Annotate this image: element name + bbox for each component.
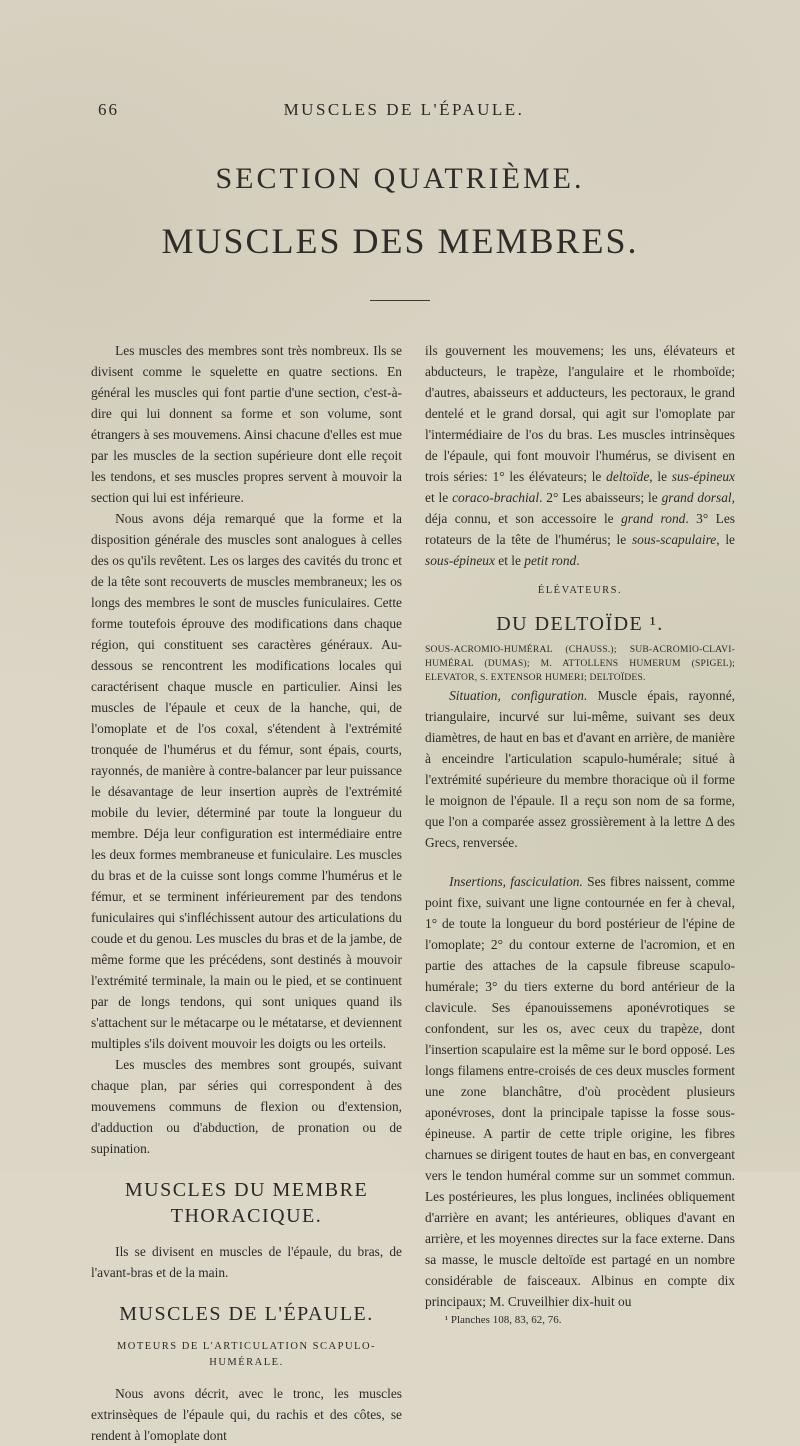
synonyms: SOUS-ACROMIO-HUMÉRAL (CHAUSS.); SUB-ACROMIO-CLAVI-HUMÉRAL (DUMAS); M. ATTOLLENS HUMERUM (SPIGEL); ELEVATOR, S. EXTENSOR HUMERI; DELTOÏDES. xyxy=(425,644,735,683)
paragraph: Les muscles des membres sont très nombreux. Ils se divisent comme le squelette en quatre sections. En général les muscles qui font partie d'une section, c'est-à-dire qui lui donnent sa forme et son volume, sont étrangers à ses mouvemens. Ainsi chacune d'elles est mue par les muscles de la section supérieure dont elle reçoit les tendons, et ses muscles propres servent à mouvoir la section qui lui est inférieure. xyxy=(91,343,402,505)
paragraph: Ils se divisent en muscles de l'épaule, du bras, de l'avant-bras et de la main. xyxy=(91,1244,402,1280)
heading-thoracic-limb: MUSCLES DU MEMBRE THORACIQUE. xyxy=(124,1179,369,1227)
heading-shoulder-muscles: MUSCLES DE L'ÉPAULE. xyxy=(119,1303,374,1325)
running-title: MUSCLES DE L'ÉPAULE. xyxy=(283,100,525,119)
title-rule xyxy=(370,300,430,301)
left-column xyxy=(91,340,402,1446)
page-number: 66 xyxy=(98,100,119,119)
paragraph: ils gouvernent les mouvemens; les uns, élévateurs et abducteurs, le trapèze, l'angulaire et le rhomboïde; d'autres, abaisseurs et adducteurs, les pectoraux, le grand dentelé et le grand dorsal, qui agit sur l'omoplate par l'intermédiaire de l'os du bras. Les muscles intrinsèques de l'épaule, qui font mouvoir l'humérus, se divisent en trois séries: 1° les élévateurs; le deltoïde, le sus-épineux et le coraco-brachial. 2° Les abaisseurs; le grand dorsal, déja connu, et son accessoire le grand rond. 3° Les rotateurs de la tête de l'humérus; le sous-scapulaire, le sous-épineux et le petit rond. xyxy=(425,343,736,568)
right-column xyxy=(425,340,735,1328)
paragraph: Situation, configuration. Muscle épais, rayonné, triangulaire, incurvé sur lui-même, suivant ses deux diamètres, de haut en bas et d'avant en arrière, de manière à enceindre l'articulation scapulo-humérale; situé à l'extrémité supérieure du membre thoracique où il forme le moignon de l'épaule. Il a reçu son nom de sa forme, que l'on a comparée assez grossièrement à la lettre Δ des Grecs, renversée. xyxy=(425,688,735,850)
heading-elevators: ÉLÉVATEURS. xyxy=(537,585,623,596)
paragraph: Insertions, fasciculation. Ses fibres naissent, comme point fixe, suivant une ligne contournée en fer à cheval, 1° de toute la longueur du bord postérieur de l'épine de l'omoplate; 2° du contour externe de l'acromion, et en partie des attaches de la capsule fibreuse scapulo-humérale; 3° du tiers externe du bord antérieur de la clavicule. Ses épanouissemens aponévrotiques se confondent, sur les os, avec ceux du trapèze, dont l'insertion scapulaire est la même sur le bord opposé. Les longs filamens entre-croisés de ces deux muscles forment une zone blanchâtre, d'où procèdent plusieurs aponévroses, dont la principale tapisse la fosse sous-épineuse. A partir de cette triple origine, les fibres charnues se dirigent toutes de haut en bas, en convergeant vers le tendon huméral comme sur un sommet commun. Les postérieures, les plus longues, inclinées obliquement d'arrière en avant; les antérieures, obliques d'avant en arrière, et les moyennes directes sur la face externe. Dans sa masse, le muscle deltoïde est partagé en un nombre considérable de faisceaux. Albinus en compte dix principaux; M. Cruveilhier dix-huit ou xyxy=(425,874,735,1309)
paragraph: Les muscles des membres sont groupés, suivant chaque plan, par séries qui correspondent à des mouvemens communs de flexion ou d'extension, d'adduction ou d'abduction, de pronation ou de supination. xyxy=(91,1057,402,1156)
section-title: SECTION QUATRIÈME. xyxy=(215,162,585,195)
paragraph: Nous avons déja remarqué que la forme et la disposition générale des muscles sont analogues à celles des os qu'ils revêtent. Les os larges des cavités du tronc et de la tête sont recouverts de muscles membraneux; les os longs des membres le sont de muscles funiculaires. Cette forme toutefois éprouve des modifications dans chaque région, qui constituent ses caractères généraux. Au-dessous se rencontrent les modifications locales qui caractérisent chaque muscle en particulier. Ainsi les muscles de l'épaule et ceux de la hanche, qui, de l'omoplate et de l'os coxal, s'étendent à l'extrémité tronquée de l'humérus et du fémur, sont épais, courts, rayonnés, de manière à contre-balancer par leur puissance le désavantage de leur insertion auprès de l'extrémité mobile du levier, déterminé par toute la longueur du membre. Déja leur configuration est intermédiaire entre les deux formes membraneuse et funiculaire. Les muscles du bras et de la cuisse sont longs comme l'humérus et le fémur, et se terminent inférieurement par des tendons funiculaires qui s'infléchissent autour des articulations du coude et du genou. Les muscles du bras et de la jambe, de même forme que les précédens, sont destinés à mouvoir l'extrémité terminale, la main ou le pied, et se continuent par de longs tendons, qui sont uniques quand ils s'attachent sur le métacarpe ou le métatarse, et deviennent multiples s'ils doivent mouvoir les doigts ou les orteils. xyxy=(91,511,402,1051)
heading-deltoid: DU DELTOÏDE ¹. xyxy=(496,613,664,635)
footnote: ¹ Planches 108, 83, 62, 76. xyxy=(444,1314,562,1326)
running-header xyxy=(98,100,710,122)
chapter-title: MUSCLES DES MEMBRES. xyxy=(161,221,639,261)
heading-scapulo-humeral-movers: MOTEURS DE L'ARTICULATION SCAPULO-HUMÉRALE. xyxy=(116,1341,377,1368)
paragraph: Nous avons décrit, avec le tronc, les muscles extrinsèques de l'épaule qui, du rachis et des côtes, se rendent à l'omoplate dont xyxy=(91,1386,402,1443)
